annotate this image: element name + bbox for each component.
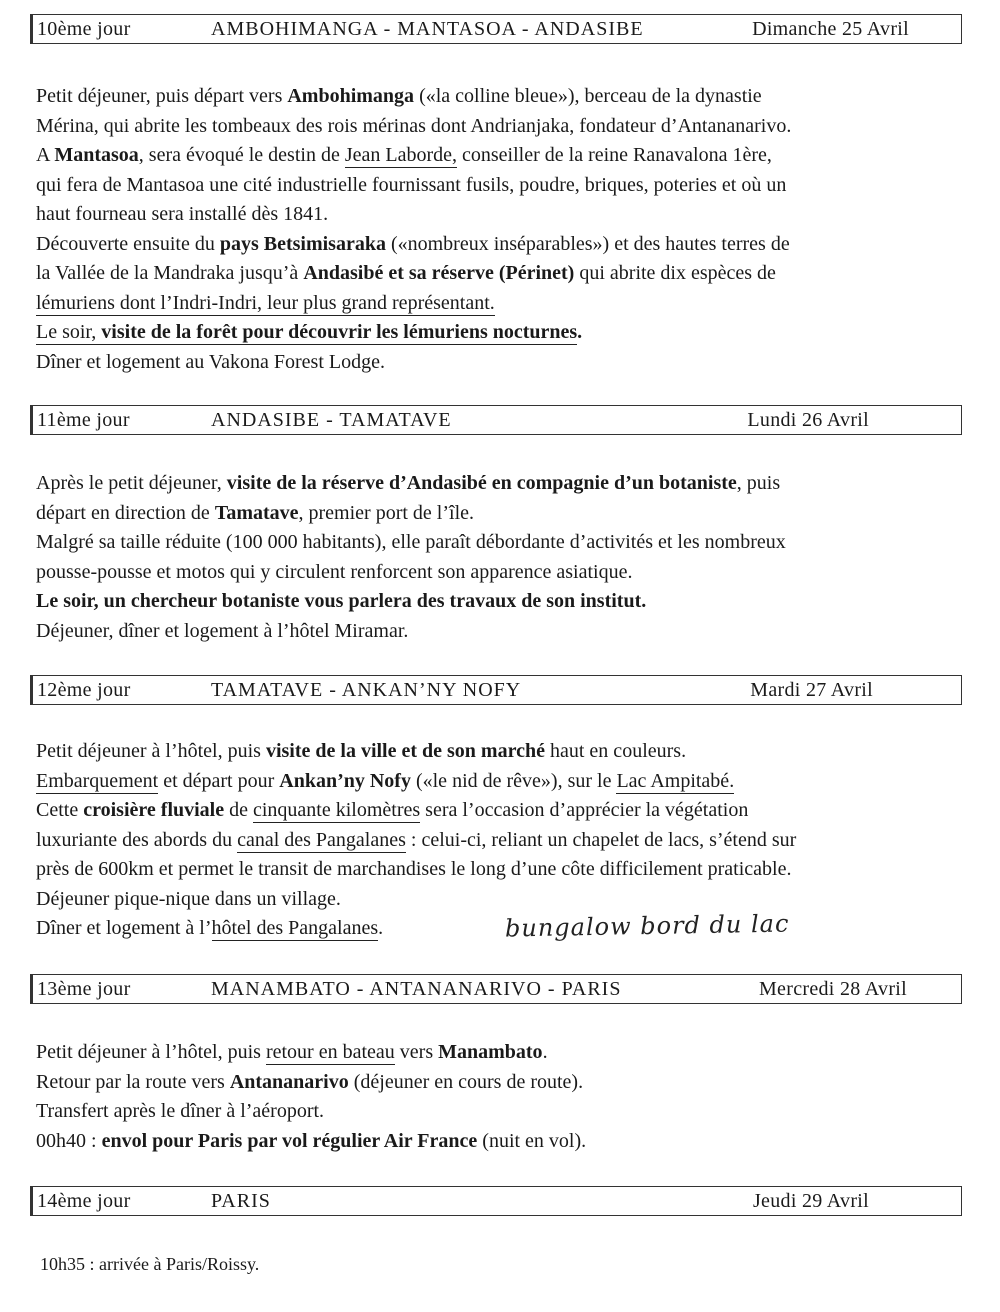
day-header-14 xyxy=(30,1186,962,1216)
day-date: Dimanche 25 Avril xyxy=(752,18,909,40)
day-date: Mercredi 28 Avril xyxy=(758,978,907,1000)
text-line: Cette croisière fluviale de cinquante kilomètres sera l’occasion d’apprécier la végétation xyxy=(36,799,749,821)
day-header-11 xyxy=(30,405,962,435)
day-route: ANDASIBE - TAMATAVE xyxy=(211,409,452,431)
day-description-10 xyxy=(36,82,966,377)
text-line: Retour par la route vers Antananarivo (déjeuner en cours de route). xyxy=(36,1070,584,1093)
day-description-12 xyxy=(36,737,966,944)
day-date: Jeudi 29 Avril xyxy=(752,1190,869,1212)
day-date: Mardi 27 Avril xyxy=(750,679,873,701)
day-route: MANAMBATO - ANTANANARIVO - PARIS xyxy=(211,978,622,1000)
day-header-13 xyxy=(30,974,962,1004)
text-line: Petit déjeuner à l’hôtel, puis visite de la ville et de son marché haut en couleurs. xyxy=(36,740,687,762)
day-date: Lundi 26 Avril xyxy=(747,409,869,431)
text-line: Déjeuner, dîner et logement à l’hôtel Miramar. xyxy=(36,619,409,642)
text-line: haut fourneau sera installé dès 1841. xyxy=(36,203,329,225)
text-line: lémuriens dont l’Indri-Indri, leur plus grand représentant. xyxy=(36,291,495,314)
day-route: TAMATAVE - ANKAN’NY NOFY xyxy=(211,679,522,701)
text-line: départ en direction de Tamatave, premier port de l’île. xyxy=(36,501,475,524)
day-header-10 xyxy=(30,14,962,44)
day-header-12 xyxy=(30,675,962,705)
text-line: 00h40 : envol pour Paris par vol régulier Air France (nuit en vol). xyxy=(36,1129,587,1152)
handwritten-note: bungalow bord du lac xyxy=(504,909,790,943)
text-line: Le soir, visite de la forêt pour découvrir les lémuriens nocturnes. xyxy=(36,321,583,343)
day-number: 10ème jour xyxy=(37,18,131,40)
day-description-11 xyxy=(36,469,966,646)
text-line: Déjeuner pique-nique dans un village. xyxy=(36,887,341,910)
text-line: Dîner et logement à l’hôtel des Pangalanes. xyxy=(36,917,384,939)
text-line: Transfert après le dîner à l’aéroport. xyxy=(36,1100,325,1122)
text-line: Malgré sa taille réduite (100 000 habitants), elle paraît débordante d’activités et les nombreux xyxy=(36,531,786,553)
text-line: qui fera de Mantasoa une cité industrielle fournissant fusils, poudre, briques, poteries et où un xyxy=(36,173,787,196)
text-line: Après le petit déjeuner, visite de la réserve d’Andasibé en compagnie d’un botaniste, puis xyxy=(36,472,781,494)
day-number: 13ème jour xyxy=(37,978,131,1000)
text-line: Petit déjeuner, puis départ vers Ambohimanga («la colline bleue»), berceau de la dynastie xyxy=(36,85,762,107)
text-line: A Mantasoa, sera évoqué le destin de Jean Laborde, conseiller de la reine Ranavalona 1ère, xyxy=(36,144,772,166)
text-line: près de 600km et permet le transit de marchandises le long d’une côte difficilement praticable. xyxy=(36,858,792,880)
text-line: pousse-pousse et motos qui y circulent renforcent son apparence asiatique. xyxy=(36,560,633,583)
text-line: Mérina, qui abrite les tombeaux des rois mérinas dont Andrianjaka, fondateur d’Antananarivo. xyxy=(36,114,792,137)
text-line: Découverte ensuite du pays Betsimisaraka («nombreux inséparables») et des hautes terres de xyxy=(36,232,790,255)
text-line: Petit déjeuner à l’hôtel, puis retour en bateau vers Manambato. xyxy=(36,1041,548,1063)
day-route: AMBOHIMANGA - MANTASOA - ANDASIBE xyxy=(211,18,644,40)
text-line: Embarquement et départ pour Ankan’ny Nofy («le nid de rêve»), sur le Lac Ampitabé. xyxy=(36,769,735,792)
day-description-13 xyxy=(36,1038,966,1156)
day-description-14 xyxy=(40,1250,970,1280)
text-line: Le soir, un chercheur botaniste vous parlera des travaux de son institut. xyxy=(36,590,647,612)
text-line: Dîner et logement au Vakona Forest Lodge. xyxy=(36,350,385,373)
day-number: 12ème jour xyxy=(37,679,131,701)
text-line: la Vallée de la Mandraka jusqu’à Andasibé et sa réserve (Périnet) qui abrite dix espèces de xyxy=(36,262,776,284)
text-line: luxuriante des abords du canal des Pangalanes : celui-ci, reliant un chapelet de lacs, s’étend sur xyxy=(36,828,797,851)
text-line: 10h35 : arrivée à Paris/Roissy. xyxy=(40,1254,260,1274)
day-number: 14ème jour xyxy=(37,1190,131,1212)
day-route: PARIS xyxy=(211,1190,271,1212)
day-number: 11ème jour xyxy=(37,409,130,431)
